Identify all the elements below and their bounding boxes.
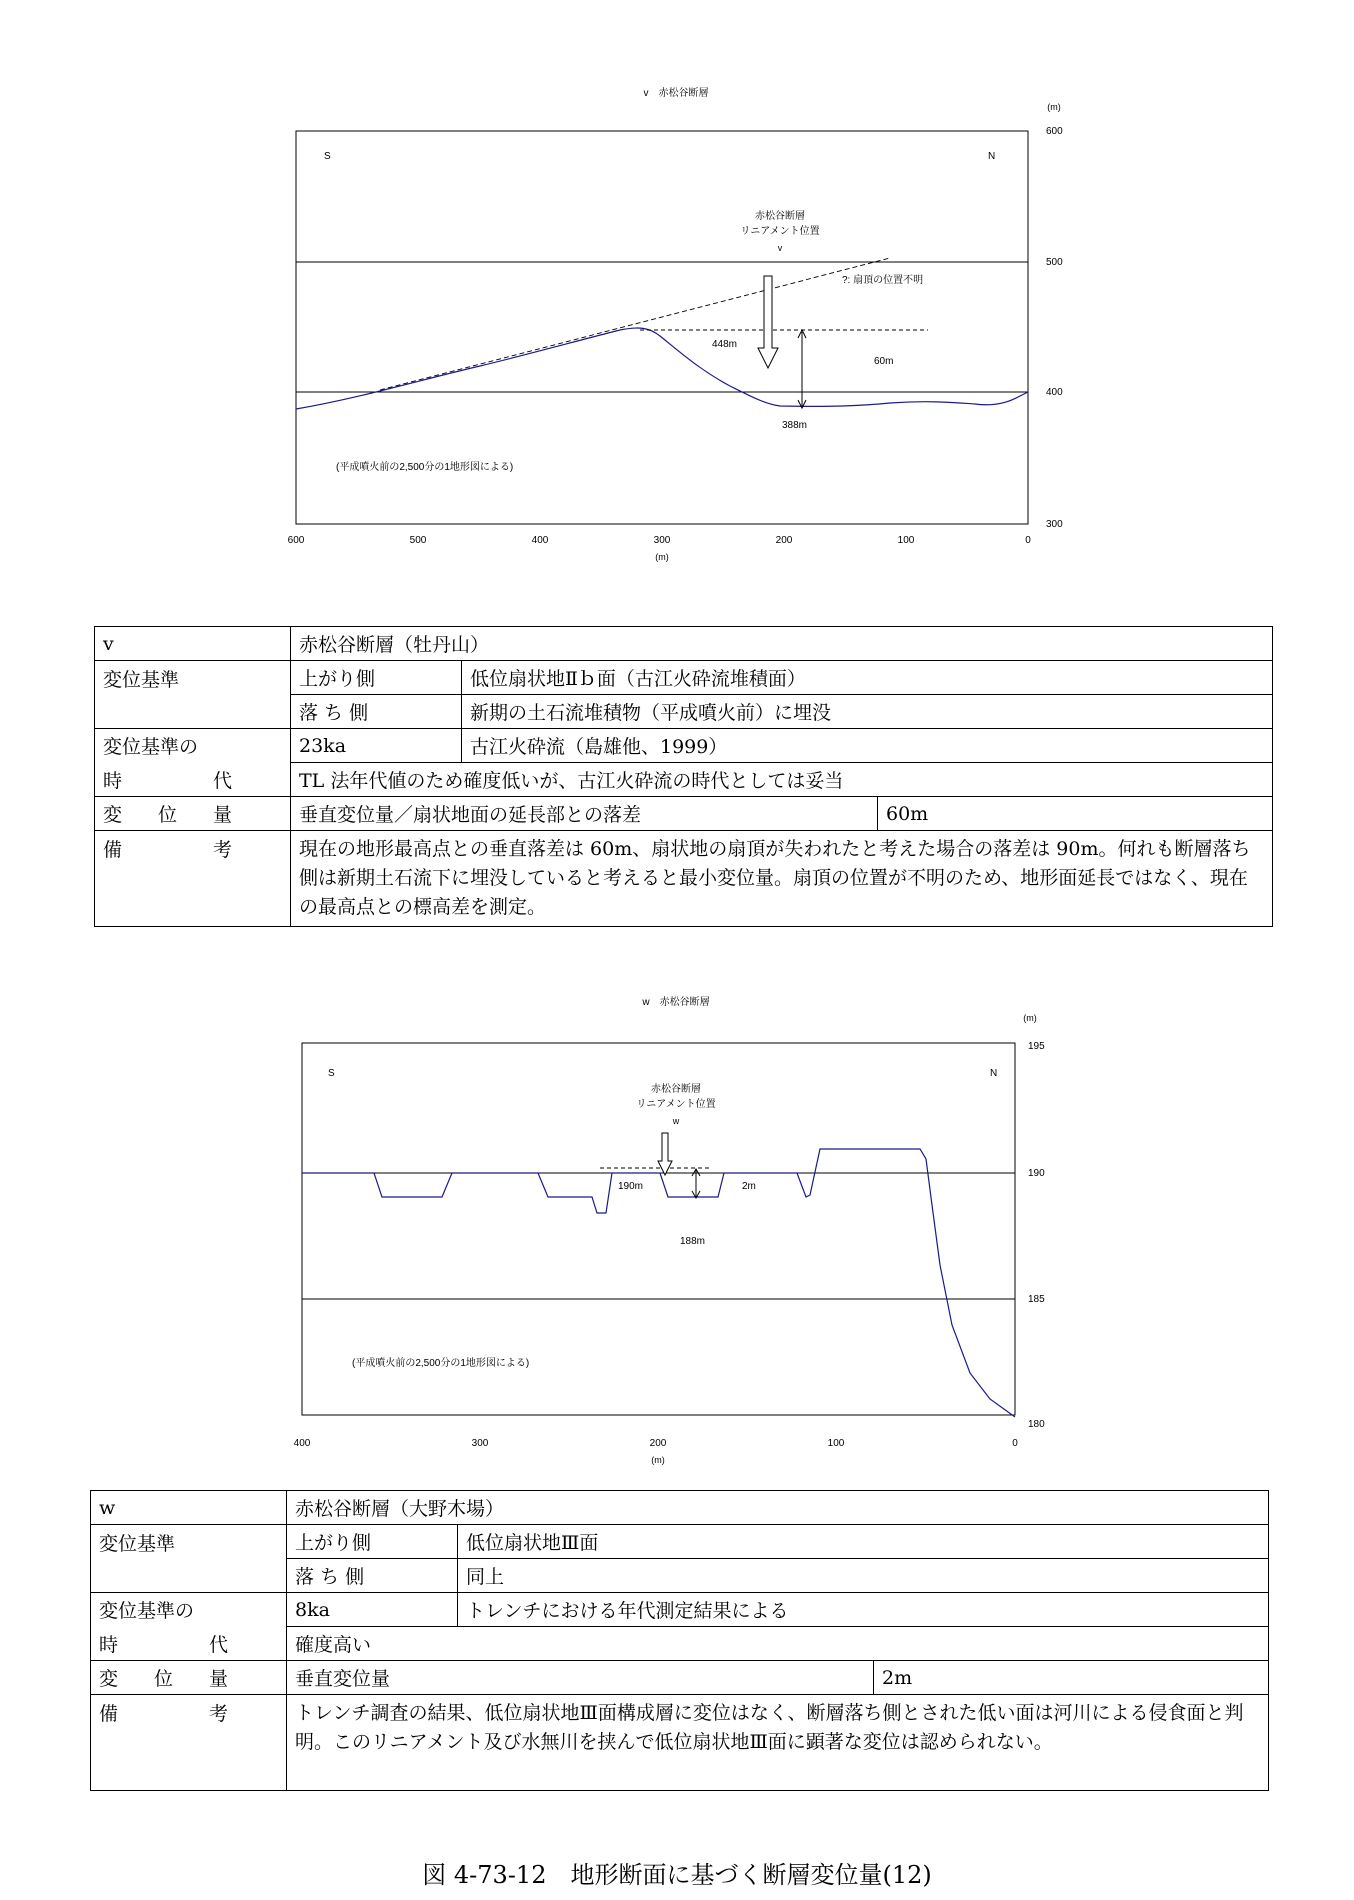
profile-w-ytick-190: 190 — [1028, 1168, 1045, 1179]
profile-w-lineament-arrow — [658, 1133, 672, 1175]
profile-v-xtick-200: 200 — [775, 535, 793, 546]
profile-v-xtick-100: 100 — [897, 535, 915, 546]
table-w-age-label-2a: 時 — [99, 1633, 119, 1656]
table-w-name: 赤松谷断層（大野木場） — [287, 1491, 1269, 1525]
table-v-disp-value: 60m — [878, 797, 1273, 831]
profile-w-upper-elev: 190m — [618, 1181, 644, 1192]
table-v-disp-label-c: 量 — [212, 804, 232, 826]
table-v-age-source: 古江火砕流（島雄他、1999） — [462, 729, 1273, 763]
table-v-age-label-2 — [95, 763, 291, 797]
table-v-basis-label: 変位基準 — [95, 661, 291, 729]
table-w-age-label-2 — [91, 1627, 287, 1661]
profile-v-fault-label-1: 赤松谷断層 — [755, 211, 805, 222]
table-w-age-source: トレンチにおける年代測定結果による — [458, 1593, 1269, 1627]
table-w-up-side-label: 上がり側 — [287, 1525, 458, 1559]
profile-w-xtick-400: 400 — [293, 1438, 311, 1449]
profile-v-projected-surface — [380, 258, 890, 390]
profile-w-title: w 赤松谷断層 — [642, 997, 710, 1008]
profile-w-offset-label: 2m — [742, 1181, 756, 1192]
profile-v-figure — [0, 0, 1354, 580]
table-v-age-value: 23ka — [291, 729, 462, 763]
profile-v-fault-label-2: リニアメント位置 — [740, 226, 820, 237]
table-w-age-value: 8ka — [287, 1593, 458, 1627]
profile-v-fault-label-3: v — [777, 243, 783, 253]
profile-w-lower-elev: 188m — [680, 1236, 706, 1247]
table-w-up-side-value: 低位扇状地Ⅲ面 — [458, 1525, 1269, 1559]
table-w-id: w — [91, 1491, 287, 1525]
profile-v-lineament-arrow — [758, 276, 778, 368]
table-w — [90, 1490, 1269, 1791]
table-w-remarks-label-b: 考 — [208, 1703, 228, 1725]
table-w-disp-desc: 垂直変位量 — [287, 1661, 874, 1695]
table-v-age-label-2b: 代 — [212, 769, 232, 792]
table-v-remarks: 現在の地形最高点との垂直落差は 60m、扇状地の扇頂が失われたと考えた場合の落差は 90m。何れも断層落ち側は新期土石流下に埋没していると考えると最小変位量。扇頂の位置が不明のため、地形面延長ではなく、現在の最高点との標高差を測定。 — [291, 831, 1273, 927]
profile-v-x-unit: (m) — [655, 552, 669, 562]
profile-w-dir-n: N — [990, 1068, 998, 1079]
table-v — [94, 626, 1273, 927]
profile-v-lower-elev: 388m — [782, 420, 808, 431]
profile-v-xtick-500: 500 — [409, 535, 427, 546]
profile-w-fault-label-1: 赤松谷断層 — [651, 1084, 701, 1095]
table-v-age-label-2a: 時 — [103, 769, 123, 792]
profile-w-xtick-300: 300 — [471, 1438, 489, 1449]
table-v-disp-label-a: 変 — [103, 804, 123, 826]
profile-w-figure — [0, 985, 1354, 1475]
table-v-id: v — [95, 627, 291, 661]
table-v-age-label-1: 変位基準の — [95, 729, 291, 763]
profile-v-dir-s: S — [324, 151, 331, 162]
table-v-remarks-label — [95, 831, 291, 927]
table-w-remarks: トレンチ調査の結果、低位扇状地Ⅲ面構成層に変位はなく、断層落ち側とされた低い面は河川による侵食面と判明。このリニアメント及び水無川を挟んで低位扇状地Ⅲ面に顕著な変位は認められない。 — [287, 1695, 1269, 1791]
profile-v-dir-n: N — [988, 151, 996, 162]
table-w-disp-label-c: 量 — [208, 1668, 228, 1690]
profile-v-xtick-0: 0 — [1025, 535, 1031, 546]
table-v-down-side-label: 落 ち 側 — [291, 695, 462, 729]
profile-w-ytick-185: 185 — [1028, 1294, 1045, 1305]
table-v-down-side-value: 新期の土石流堆積物（平成噴火前）に埋没 — [462, 695, 1273, 729]
profile-v-ytick-500: 500 — [1046, 257, 1063, 268]
profile-w-terrain-line — [302, 1149, 1015, 1417]
table-v-age-note: TL 法年代値のため確度低いが、古江火砕流の時代としては妥当 — [291, 763, 1273, 797]
table-v-up-side-label: 上がり側 — [291, 661, 462, 695]
profile-v-ytick-400: 400 — [1046, 387, 1063, 398]
table-v-disp-desc: 垂直変位量／扇状地面の延長部との落差 — [291, 797, 878, 831]
profile-w-ytick-195: 195 — [1028, 1041, 1045, 1052]
table-w-down-side-value: 同上 — [458, 1559, 1269, 1593]
table-w-remarks-label-a: 備 — [99, 1703, 119, 1725]
profile-v-xtick-600: 600 — [287, 535, 305, 546]
table-w-disp-value: 2m — [874, 1661, 1269, 1695]
figure-caption: 図 4-73-12 地形断面に基づく断層変位量(12) — [422, 1861, 932, 1889]
table-w-age-label-1: 変位基準の — [91, 1593, 287, 1627]
table-v-name: 赤松谷断層（牡丹山） — [291, 627, 1273, 661]
profile-v-terrain-line — [296, 328, 1028, 409]
profile-w-fault-label-2: リニアメント位置 — [636, 1099, 716, 1110]
table-v-disp-label — [95, 797, 291, 831]
profile-v-offset-label: 60m — [874, 356, 894, 367]
table-v-remarks-label-a: 備 — [103, 839, 123, 861]
profile-w-xtick-100: 100 — [827, 1438, 845, 1449]
profile-v-ytick-300: 300 — [1046, 519, 1063, 530]
table-w-down-side-label: 落 ち 側 — [287, 1559, 458, 1593]
profile-v-unknown-note: ?: 扇頂の位置不明 — [842, 275, 924, 286]
profile-w-xtick-200: 200 — [649, 1438, 667, 1449]
profile-v-xtick-400: 400 — [531, 535, 549, 546]
table-w-disp-label-b: 位 — [153, 1668, 173, 1690]
profile-w-dir-s: S — [328, 1068, 335, 1079]
profile-w-ytick-180: 180 — [1028, 1419, 1045, 1430]
profile-w-y-unit: (m) — [1023, 1013, 1037, 1023]
profile-w-source-note: (平成噴火前の2,500分の1地形図による) — [352, 1358, 530, 1369]
profile-w-fault-label-3: w — [672, 1116, 680, 1126]
table-w-remarks-label — [91, 1695, 287, 1791]
table-w-basis-label: 変位基準 — [91, 1525, 287, 1593]
table-w-disp-label — [91, 1661, 287, 1695]
profile-v-xtick-300: 300 — [653, 535, 671, 546]
profile-v-title: v 赤松谷断層 — [643, 88, 709, 99]
profile-v-upper-elev: 448m — [712, 339, 738, 350]
table-v-up-side-value: 低位扇状地Ⅱｂ面（古江火砕流堆積面） — [462, 661, 1273, 695]
table-v-disp-label-b: 位 — [157, 804, 177, 826]
profile-v-source-note: (平成噴火前の2,500分の1地形図による) — [336, 462, 514, 473]
profile-w-xtick-0: 0 — [1012, 1438, 1018, 1449]
profile-v-y-unit: (m) — [1047, 102, 1061, 112]
table-w-age-label-2b: 代 — [208, 1633, 228, 1656]
profile-w-x-unit: (m) — [651, 1455, 665, 1465]
table-v-remarks-label-b: 考 — [212, 839, 232, 861]
profile-v-ytick-600: 600 — [1046, 126, 1063, 137]
table-w-disp-label-a: 変 — [99, 1668, 119, 1690]
table-w-age-note: 確度高い — [287, 1627, 1269, 1661]
